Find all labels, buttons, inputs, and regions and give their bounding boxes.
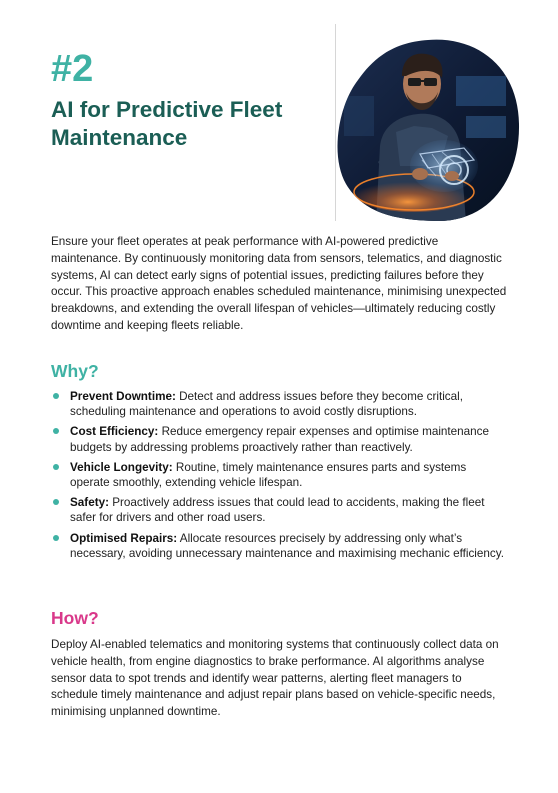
item-text: Allocate resources precisely by addressing only what’s necessary, avoiding unnecessary maintenance and maximising mechanic efficiency. (70, 531, 504, 560)
list-item (51, 495, 507, 525)
item-label: Prevent Downtime: (70, 390, 176, 403)
item-text: Routine, timely maintenance ensures parts and systems operate smoothly, extending vehicle lifespan. (70, 460, 467, 490)
item-label: Vehicle Longevity: (70, 460, 173, 474)
intro-paragraph: Ensure your fleet operates at peak performance with AI-powered predictive maintenance. By continuously monitoring data from sensors, telematics, and diagnostic systems, AI can detect early signs of potential issues, predicting failures before they occur. This proactive approach enables scheduled maintenance, minimising unexpected breakdowns, and extending the overall lifespan of vehicles—ultimately reducing costly downtime and keeping fleets reliable. (51, 235, 507, 332)
list-item (51, 424, 507, 454)
why-heading: Why? (51, 361, 99, 381)
item-label: Optimised Repairs: (70, 531, 178, 545)
list-item (51, 460, 507, 490)
item-text: Detect and address issues before they become critical, scheduling maintenance and operations to avoid costly disruptions. (70, 390, 463, 419)
item-text: Proactively address issues that could lead to accidents, making the fleet safer for drivers and other road users. (70, 496, 485, 525)
bullet-icon (53, 464, 59, 470)
how-paragraph: Deploy AI-enabled telematics and monitoring systems that continuously collect data on vehicle health, from engine diagnostics to brake performance. AI algorithms analyse sensor data to spot trends and identify wear patterns, alerting fleet managers to schedule timely maintenance and adjust repair plans based on vehicle-specific needs, minimising unplanned downtime. (51, 638, 499, 719)
bullet-icon (53, 428, 59, 434)
list-item (51, 389, 507, 419)
item-text: Reduce emergency repair expenses and optimise maintenance budgets by addressing problems proactively rather than reactively. (70, 425, 490, 454)
mechanic-hero-image (336, 36, 520, 222)
section-number: #2 (51, 48, 94, 90)
how-heading: How? (51, 608, 99, 628)
bullet-icon (53, 499, 59, 505)
item-label: Cost Efficiency: (70, 425, 159, 439)
list-item (51, 531, 507, 561)
why-list (51, 389, 507, 566)
bullet-icon (53, 393, 59, 399)
page-title: AI for Predictive Fleet Maintenance (51, 97, 283, 150)
item-label: Safety: (70, 496, 109, 510)
bullet-icon (53, 535, 59, 541)
